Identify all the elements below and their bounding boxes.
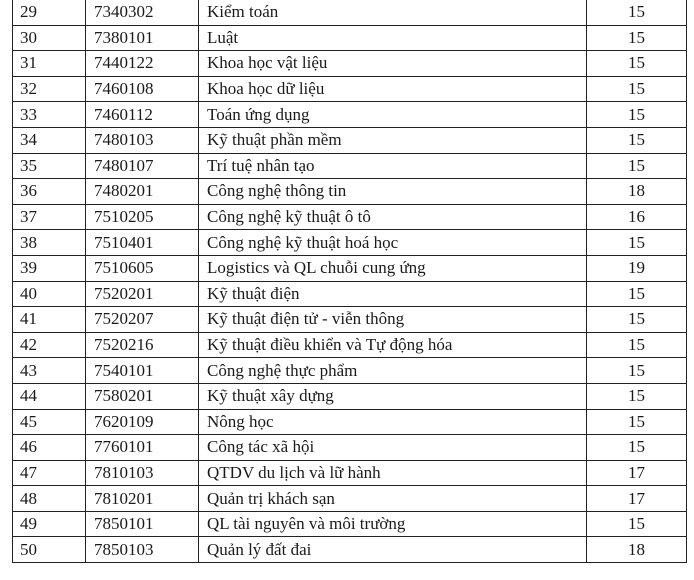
major-name-cell: Kỹ thuật điện — [199, 281, 587, 307]
score-cell: 18 — [587, 179, 687, 205]
row-number-cell: 40 — [13, 281, 86, 307]
major-code-cell: 7810103 — [86, 460, 199, 486]
score-cell: 15 — [587, 76, 687, 102]
table-row — [13, 511, 687, 537]
table-row — [13, 76, 687, 102]
score-cell: 15 — [587, 307, 687, 333]
table-row — [13, 486, 687, 512]
major-name-cell: Logistics và QL chuỗi cung ứng — [199, 255, 587, 281]
major-code-cell: 7480103 — [86, 127, 199, 153]
major-code-cell: 7520201 — [86, 281, 199, 307]
table-row — [13, 102, 687, 128]
major-code-cell: 7460112 — [86, 102, 199, 128]
major-name-cell: Luật — [199, 25, 587, 51]
row-number-cell: 29 — [13, 0, 86, 25]
major-name-cell: Công nghệ kỹ thuật hoá học — [199, 230, 587, 256]
score-cell: 15 — [587, 153, 687, 179]
table-row — [13, 25, 687, 51]
score-cell: 15 — [587, 435, 687, 461]
major-code-cell: 7380101 — [86, 25, 199, 51]
major-name-cell: Công tác xã hội — [199, 435, 587, 461]
row-number-cell: 35 — [13, 153, 86, 179]
table-row — [13, 460, 687, 486]
score-cell: 15 — [587, 281, 687, 307]
score-cell: 15 — [587, 0, 687, 25]
score-cell: 15 — [587, 127, 687, 153]
score-cell: 15 — [587, 25, 687, 51]
row-number-cell: 36 — [13, 179, 86, 205]
major-name-cell: Nông học — [199, 409, 587, 435]
major-name-cell: QTDV du lịch và lữ hành — [199, 460, 587, 486]
major-name-cell: Công nghệ thông tin — [199, 179, 587, 205]
score-cell: 18 — [587, 537, 687, 563]
major-code-cell: 7850103 — [86, 537, 199, 563]
row-number-cell: 50 — [13, 537, 86, 563]
major-name-cell: Quản trị khách sạn — [199, 486, 587, 512]
table-row — [13, 383, 687, 409]
major-code-cell: 7510401 — [86, 230, 199, 256]
row-number-cell: 43 — [13, 358, 86, 384]
row-number-cell: 39 — [13, 255, 86, 281]
major-code-cell: 7760101 — [86, 435, 199, 461]
major-code-cell: 7520216 — [86, 332, 199, 358]
row-number-cell: 32 — [13, 76, 86, 102]
row-number-cell: 47 — [13, 460, 86, 486]
major-code-cell: 7460108 — [86, 76, 199, 102]
major-name-cell: Toán ứng dụng — [199, 102, 587, 128]
score-cell: 15 — [587, 383, 687, 409]
table-row — [13, 153, 687, 179]
major-name-cell: Công nghệ kỹ thuật ô tô — [199, 204, 587, 230]
table-body — [13, 0, 687, 563]
score-cell: 15 — [587, 230, 687, 256]
table-row — [13, 230, 687, 256]
table-row — [13, 0, 687, 25]
row-number-cell: 44 — [13, 383, 86, 409]
table-row — [13, 409, 687, 435]
table-row — [13, 307, 687, 333]
table-row — [13, 179, 687, 205]
row-number-cell: 48 — [13, 486, 86, 512]
row-number-cell: 41 — [13, 307, 86, 333]
major-code-cell: 7850101 — [86, 511, 199, 537]
major-code-cell: 7340302 — [86, 0, 199, 25]
major-code-cell: 7510605 — [86, 255, 199, 281]
major-code-cell: 7510205 — [86, 204, 199, 230]
score-cell: 17 — [587, 486, 687, 512]
table-row — [13, 435, 687, 461]
major-name-cell: Công nghệ thực phẩm — [199, 358, 587, 384]
row-number-cell: 34 — [13, 127, 86, 153]
major-name-cell: Khoa học dữ liệu — [199, 76, 587, 102]
major-name-cell: Kỹ thuật điện tử - viễn thông — [199, 307, 587, 333]
row-number-cell: 45 — [13, 409, 86, 435]
row-number-cell: 33 — [13, 102, 86, 128]
major-code-cell: 7540101 — [86, 358, 199, 384]
row-number-cell: 42 — [13, 332, 86, 358]
score-cell: 17 — [587, 460, 687, 486]
row-number-cell: 31 — [13, 51, 86, 77]
table-row — [13, 255, 687, 281]
table-row — [13, 281, 687, 307]
major-name-cell: Kỹ thuật xây dựng — [199, 383, 587, 409]
table-row — [13, 51, 687, 77]
major-name-cell: QL tài nguyên và môi trường — [199, 511, 587, 537]
table-row — [13, 127, 687, 153]
major-name-cell: Quản lý đất đai — [199, 537, 587, 563]
major-name-cell: Khoa học vật liệu — [199, 51, 587, 77]
major-code-cell: 7810201 — [86, 486, 199, 512]
score-cell: 19 — [587, 255, 687, 281]
row-number-cell: 46 — [13, 435, 86, 461]
table-row — [13, 332, 687, 358]
major-code-cell: 7520207 — [86, 307, 199, 333]
row-number-cell: 37 — [13, 204, 86, 230]
score-cell: 15 — [587, 409, 687, 435]
majors-score-table — [12, 0, 687, 563]
major-code-cell: 7620109 — [86, 409, 199, 435]
major-name-cell: Kiểm toán — [199, 0, 587, 25]
table-row — [13, 204, 687, 230]
row-number-cell: 49 — [13, 511, 86, 537]
score-cell: 15 — [587, 511, 687, 537]
row-number-cell: 30 — [13, 25, 86, 51]
row-number-cell: 38 — [13, 230, 86, 256]
table-row — [13, 358, 687, 384]
major-code-cell: 7480201 — [86, 179, 199, 205]
table-row — [13, 537, 687, 563]
major-name-cell: Kỹ thuật điều khiển và Tự động hóa — [199, 332, 587, 358]
score-cell: 15 — [587, 102, 687, 128]
major-name-cell: Trí tuệ nhân tạo — [199, 153, 587, 179]
score-cell: 16 — [587, 204, 687, 230]
major-code-cell: 7440122 — [86, 51, 199, 77]
major-code-cell: 7580201 — [86, 383, 199, 409]
score-cell: 15 — [587, 51, 687, 77]
major-name-cell: Kỹ thuật phần mềm — [199, 127, 587, 153]
major-code-cell: 7480107 — [86, 153, 199, 179]
score-cell: 15 — [587, 358, 687, 384]
score-cell: 15 — [587, 332, 687, 358]
